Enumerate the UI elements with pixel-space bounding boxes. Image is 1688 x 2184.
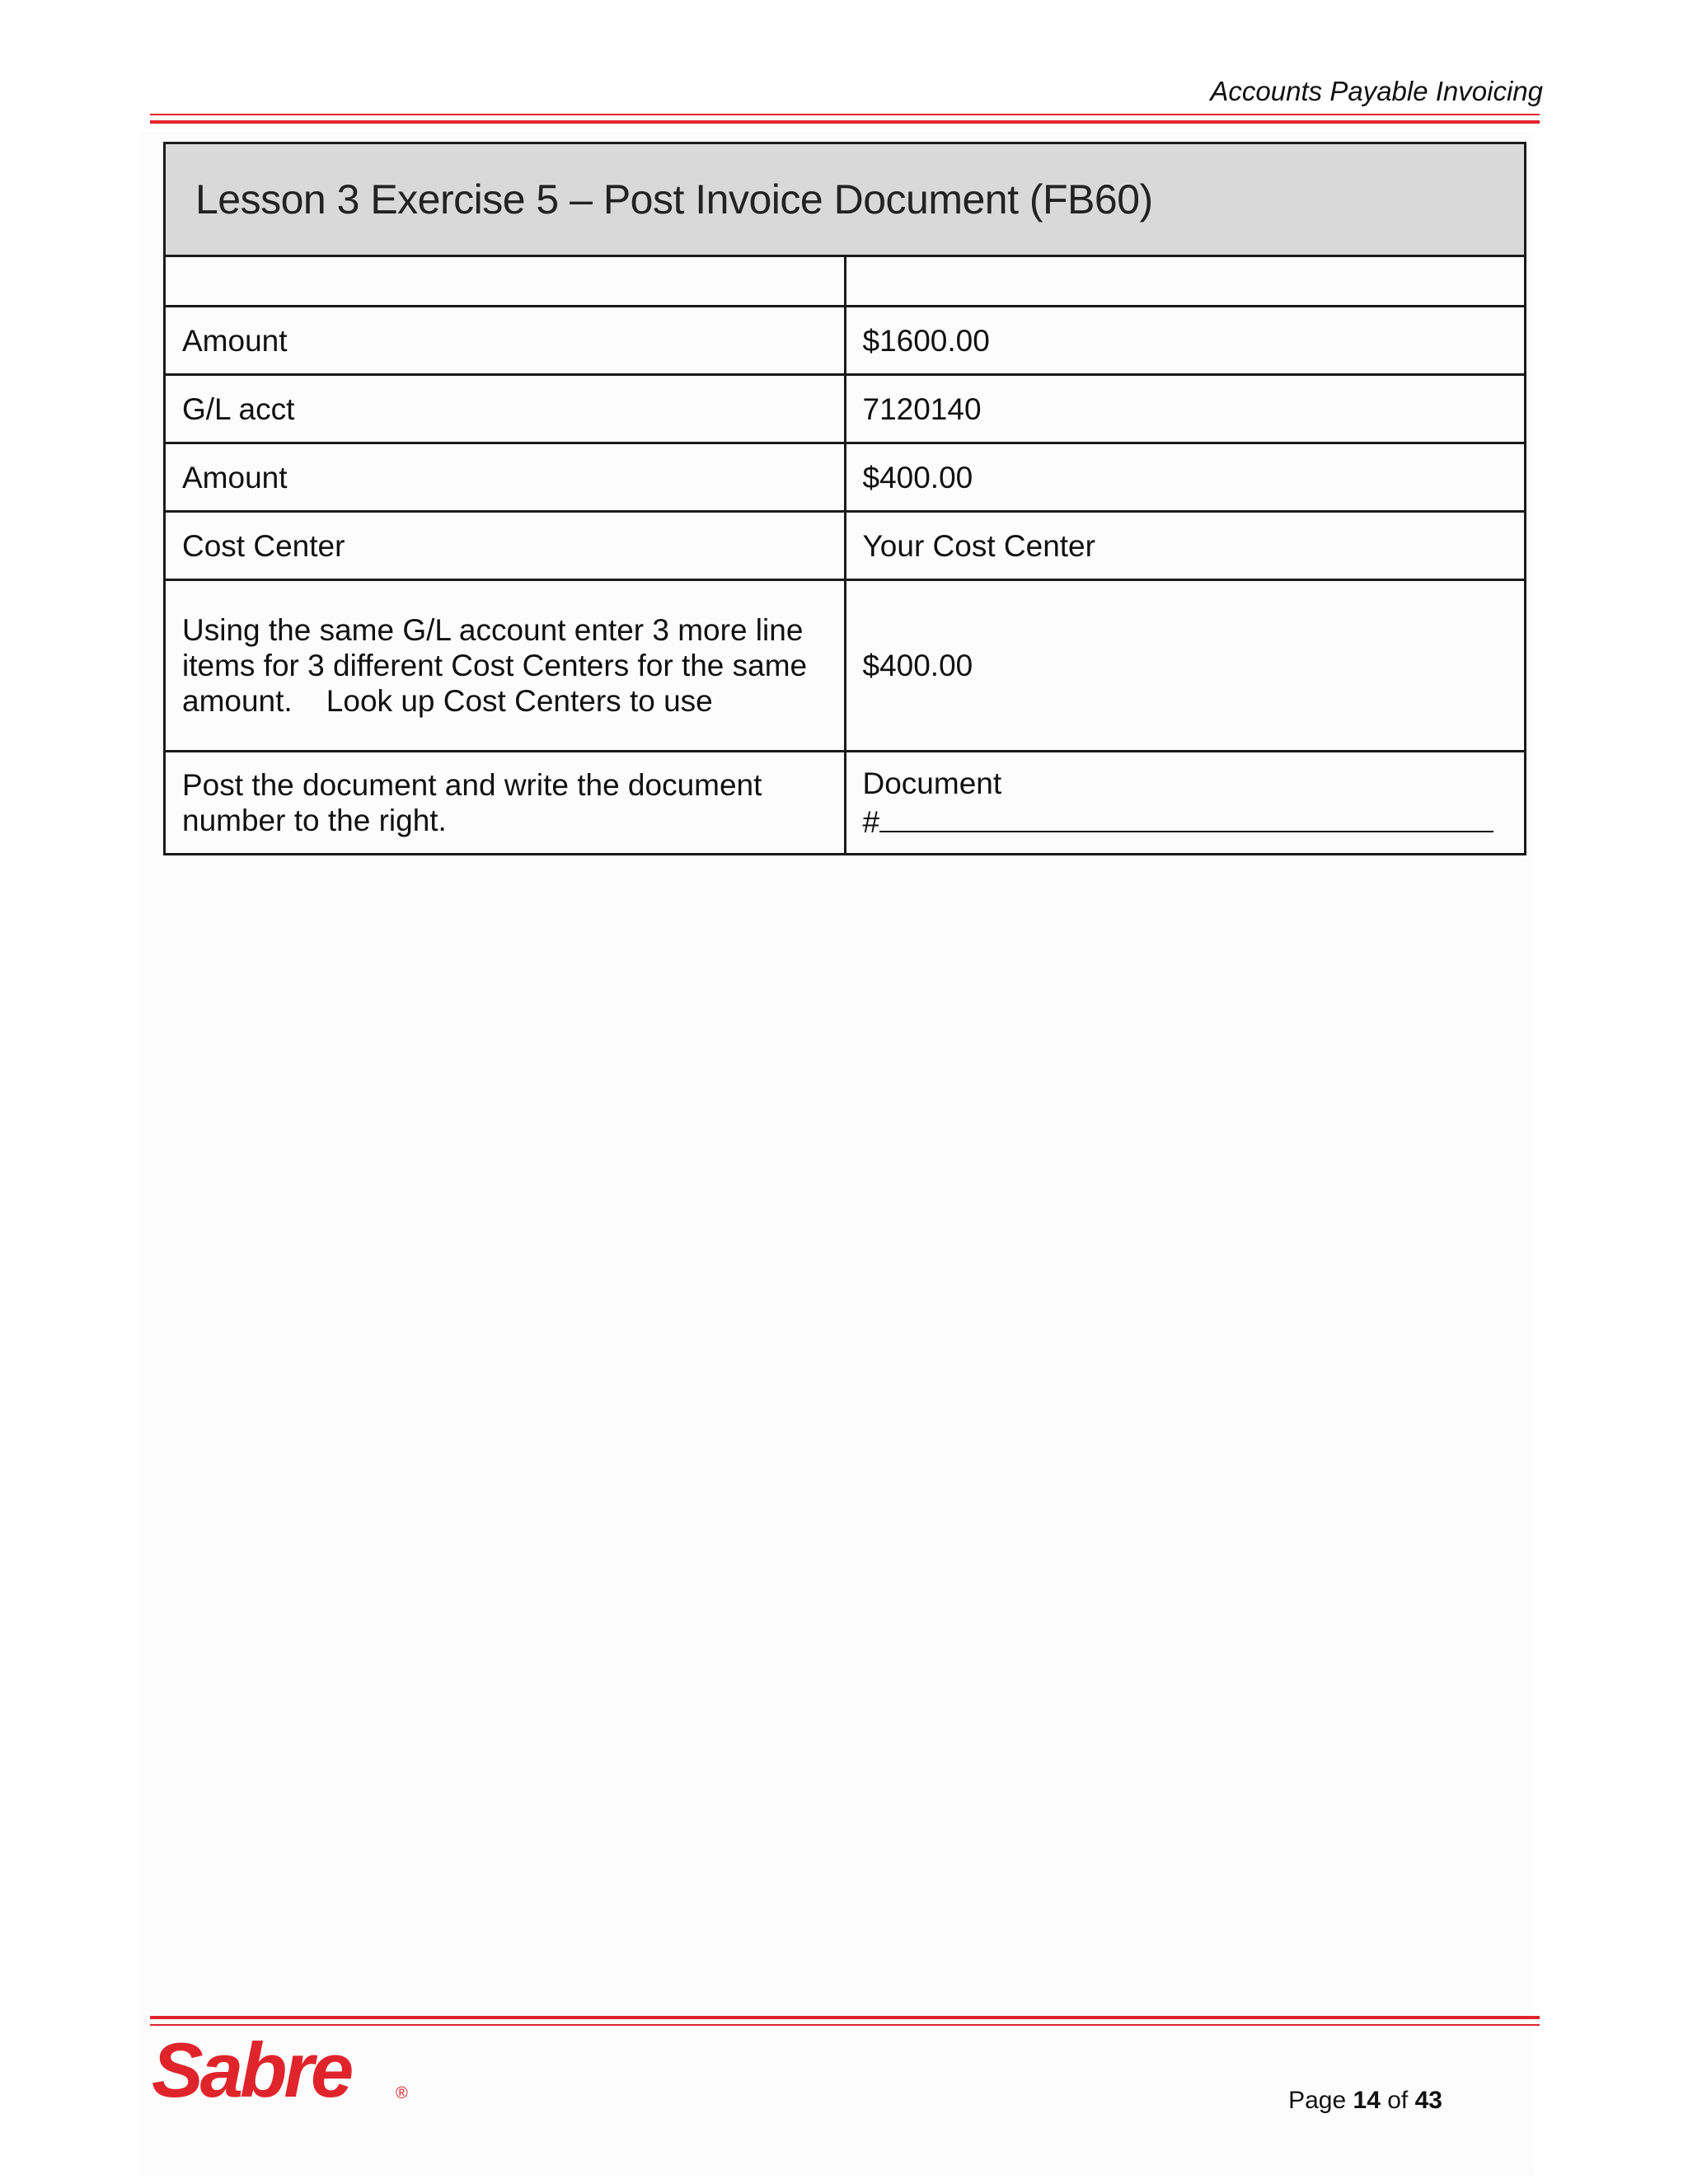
table-row (165, 752, 1526, 855)
row-value: Your Cost Center (845, 512, 1526, 580)
row-value: 7120140 (845, 375, 1526, 443)
header-rule-bottom (150, 120, 1540, 124)
footer-rule-top (150, 2016, 1540, 2019)
table-row (165, 443, 1526, 512)
footer-rule-bottom (150, 2024, 1540, 2026)
page-of: of (1387, 2087, 1409, 2114)
page-prefix: Page (1288, 2087, 1347, 2114)
table-row-blank (165, 256, 1526, 307)
document-label: Document (862, 766, 1002, 800)
row-value: $400.00 (845, 580, 1526, 752)
exercise-title: Lesson 3 Exercise 5 – Post Invoice Document (FB60) (165, 143, 1526, 256)
document-number-line (863, 801, 1508, 840)
document-number-prefix: # (862, 805, 880, 839)
row-label: Post the document and write the document number to the right. (165, 752, 846, 855)
header-rule-top (150, 114, 1540, 115)
document-header-title: Accounts Payable Invoicing (1210, 76, 1543, 106)
table-cell-blank (845, 256, 1526, 307)
row-label: G/L acct (165, 375, 846, 443)
table-row (165, 375, 1526, 443)
logo-text: Sabre (152, 2036, 351, 2110)
document-number-blank[interactable] (879, 801, 1493, 832)
table-row (165, 512, 1526, 580)
exercise-table (163, 142, 1526, 855)
row-label: Amount (165, 443, 846, 512)
logo-registered-mark: ® (396, 2084, 408, 2102)
row-label: Using the same G/L account enter 3 more line items for 3 different Cost Centers for the same amount. Look up Cost Centers to use (165, 580, 846, 752)
row-label: Amount (165, 307, 846, 375)
page-current: 14 (1353, 2087, 1381, 2114)
table-cell-blank (165, 256, 846, 307)
row-label: Cost Center (165, 512, 846, 580)
page-total: 43 (1414, 2087, 1442, 2114)
sabre-logo-icon (148, 2036, 429, 2110)
row-value-document (845, 752, 1526, 855)
page-number (1288, 2087, 1442, 2115)
table-row (165, 307, 1526, 375)
row-value: $400.00 (845, 443, 1526, 512)
row-value: $1600.00 (845, 307, 1526, 375)
table-row (165, 580, 1526, 752)
